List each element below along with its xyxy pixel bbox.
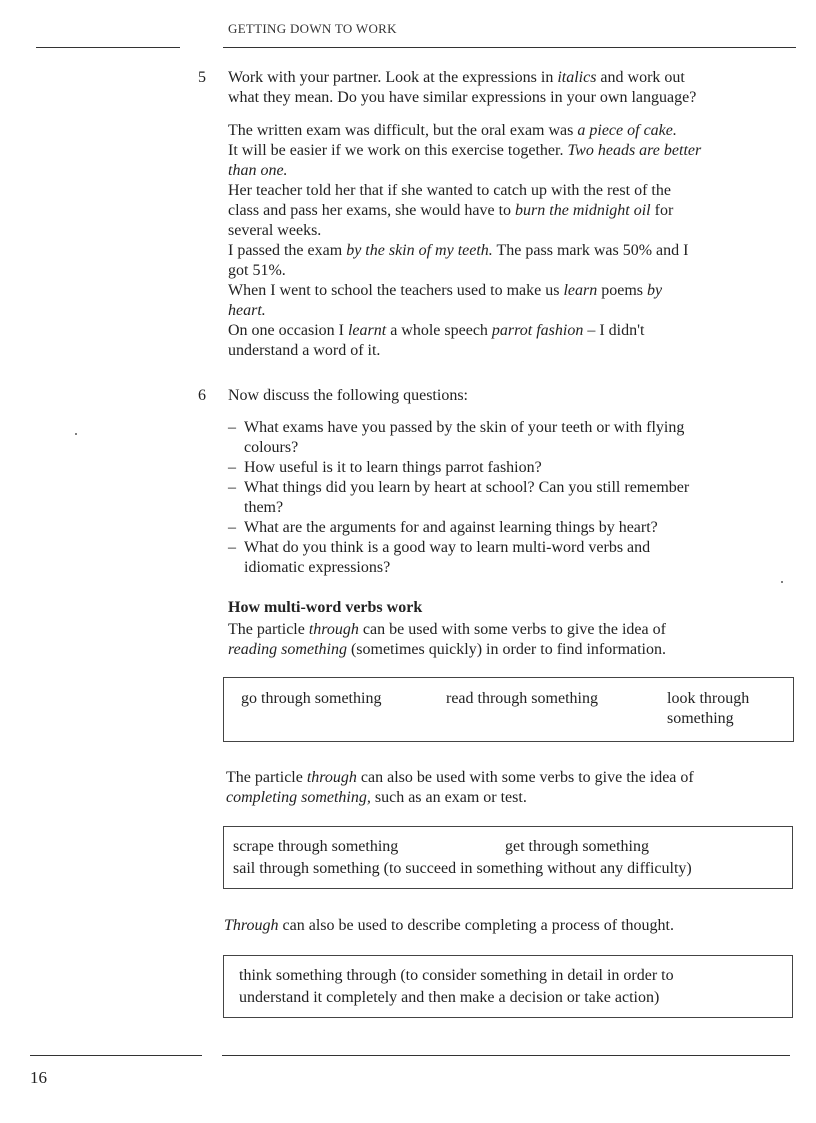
exercise-6-number: 6 [198, 387, 206, 404]
box1-item-look-through-line2: something [667, 710, 734, 727]
footer-rule-left [30, 1055, 202, 1056]
text-run: On one occasion I [228, 322, 348, 339]
question-item [228, 458, 689, 478]
text-line [228, 121, 701, 141]
verb-box-thought [223, 955, 793, 1018]
text-line [228, 261, 701, 281]
text-run: class and pass her exams, she would have to [228, 202, 516, 219]
question-line: What things did you learn by heart at school? Can you still remember [244, 479, 690, 496]
question-line: What do you think is a good way to learn multi-word verbs and [244, 539, 651, 556]
italic-expression: through [308, 621, 359, 638]
question-line: idiomatic expressions? [244, 559, 391, 576]
text-run: can be used with some verbs to give the idea of [358, 621, 666, 638]
text-line [228, 201, 701, 221]
dash-bullet: – [228, 479, 236, 496]
text-run: The particle [228, 621, 309, 638]
text-run: what they mean. Do you have similar expressions in your own language? [228, 89, 697, 106]
text-line [226, 788, 694, 808]
exercise-5-expressions [228, 121, 701, 361]
box1-item-look-through-line1: look through [667, 690, 750, 707]
exercise-5-number: 5 [198, 69, 206, 86]
text-run: The written exam was difficult, but the oral exam was [228, 122, 578, 139]
italic-expression: by [647, 282, 663, 299]
exercise-5-intro [228, 68, 696, 108]
box3-line-1: think something through (to consider something in detail in order to [239, 967, 674, 984]
text-run: got 51%. [228, 262, 286, 279]
text-line [228, 141, 701, 161]
italic-expression: a piece of cake. [577, 122, 677, 139]
section-heading: How multi-word verbs work [228, 599, 423, 616]
text-run: understand a word of it. [228, 342, 381, 359]
box3-line-2: understand it completely and then make a decision or take action) [239, 989, 660, 1006]
text-run: When I went to school the teachers used to make us [228, 282, 564, 299]
running-head: GETTING DOWN TO WORK [228, 21, 397, 36]
text-run: It will be easier if we work on this exercise together. [228, 142, 568, 159]
section-paragraph-1 [228, 620, 666, 660]
question-line: How useful is it to learn things parrot fashion? [244, 459, 542, 476]
exercise-6-intro: Now discuss the following questions: [228, 387, 468, 404]
question-line: them? [244, 499, 284, 516]
header-rule-left [36, 47, 180, 48]
text-line [228, 321, 701, 341]
text-run: several weeks. [228, 222, 322, 239]
italic-expression: burn the midnight oil [515, 202, 651, 219]
text-line [228, 341, 701, 361]
italic-expression: heart. [228, 302, 266, 319]
text-run: – I didn't [583, 322, 645, 339]
italic-expression: than one. [228, 162, 288, 179]
scan-speck [75, 433, 77, 435]
question-line: What exams have you passed by the skin of your teeth or with flying [244, 419, 685, 436]
text-line [228, 301, 701, 321]
text-line [228, 181, 701, 201]
text-run: such as an exam or test. [370, 789, 527, 806]
text-line [228, 620, 666, 640]
page-number: 16 [30, 1068, 47, 1087]
text-run: The pass mark was 50% and I [492, 242, 689, 259]
italic-expression: through [306, 769, 357, 786]
text-line [224, 916, 674, 936]
text-run: Her teacher told her that if she wanted to catch up with the rest of the [228, 182, 671, 199]
italic-expression: Two heads are better [567, 142, 702, 159]
italic-expression: learn [563, 282, 598, 299]
text-run: Work with your partner. Look at the expressions in [228, 69, 558, 86]
italic-expression: completing something, [226, 789, 371, 806]
dash-bullet: – [228, 519, 236, 536]
box1-item-read-through: read through something [446, 690, 598, 707]
question-line: What are the arguments for and against learning things by heart? [244, 519, 658, 536]
text-run: poems [597, 282, 648, 299]
italic-expression: Through [224, 917, 279, 934]
question-item [228, 478, 689, 518]
italic-expression: by the skin of my teeth. [346, 242, 493, 259]
text-run: I passed the exam [228, 242, 347, 259]
text-run: and work out [596, 69, 685, 86]
italic-expression: learnt [347, 322, 387, 339]
section-paragraph-3 [224, 916, 674, 936]
box1-item-look-through [667, 689, 749, 729]
exercise-6-question-list [228, 418, 689, 578]
question-item [228, 518, 689, 538]
question-item [228, 538, 689, 578]
text-run: The particle [226, 769, 307, 786]
section-paragraph-2 [226, 768, 694, 808]
text-line [228, 88, 696, 108]
dash-bullet: – [228, 419, 236, 436]
question-item [228, 418, 689, 458]
text-run: (sometimes quickly) in order to find information. [346, 641, 666, 658]
header-rule-right [223, 47, 796, 48]
text-line [228, 281, 701, 301]
footer-rule-right [222, 1055, 790, 1056]
question-line: colours? [244, 439, 299, 456]
text-run: can also be used to describe completing a process of thought. [278, 917, 674, 934]
box2-item-get-through: get through something [505, 838, 649, 855]
text-run: for [650, 202, 674, 219]
dash-bullet: – [228, 539, 236, 556]
box2-item-sail-through: sail through something (to succeed in something without any difficulty) [233, 860, 692, 877]
text-line [228, 68, 696, 88]
box2-item-scrape-through: scrape through something [233, 838, 399, 855]
verb-box-reading [223, 677, 794, 742]
scan-speck [781, 581, 783, 583]
text-line [228, 640, 666, 660]
italic-expression: italics [557, 69, 597, 86]
text-run: can also be used with some verbs to give the idea of [356, 769, 694, 786]
italic-expression: parrot fashion [491, 322, 584, 339]
text-line [228, 241, 701, 261]
text-run: a whole speech [386, 322, 492, 339]
box1-item-go-through: go through something [241, 690, 382, 707]
text-line [228, 161, 701, 181]
text-line [226, 768, 694, 788]
dash-bullet: – [228, 459, 236, 476]
italic-expression: reading something [228, 641, 347, 658]
text-line [228, 221, 701, 241]
verb-box-completing [223, 826, 793, 889]
